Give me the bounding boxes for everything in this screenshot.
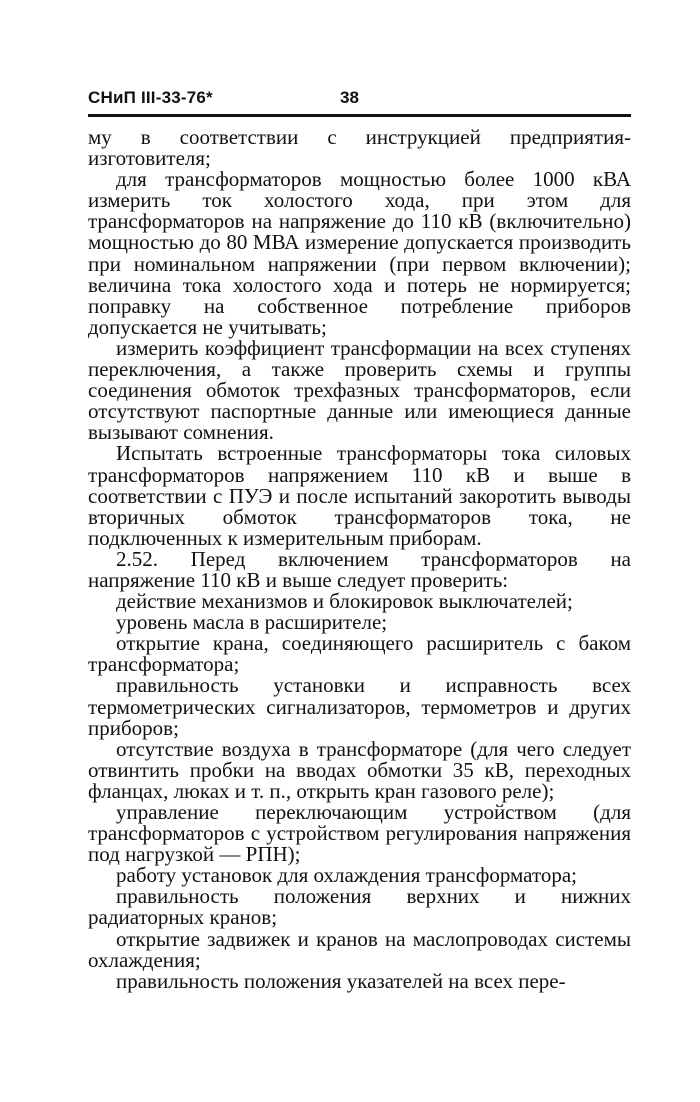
list-item: работу установок для охлаждения трансформатора;	[116, 863, 578, 888]
paragraph-built-in-ct-test: Испытать встроенные трансформаторы тока силовых трансформаторов напряжением 110 кВ и выше в соответствии с ПУЭ и после испытаний закоротить выводы вторичных обмоток трансформаторов тока, не подключенных к измерительным приборам.	[88, 441, 631, 550]
list-item: правильность положения верхних и нижних радиаторных кранов;	[88, 884, 631, 930]
list-item: действие механизмов и блокировок выключателей;	[116, 589, 573, 614]
list-item: правильность положения указателей на всех пере-	[116, 968, 566, 993]
body-text	[88, 127, 631, 992]
list-item: открытие крана, соединяющего расширитель с баком трансформатора;	[88, 631, 631, 677]
page-header	[88, 84, 631, 117]
list-item: правильность установки и исправность всех термометрических сигнализаторов, термометров и других приборов;	[88, 673, 631, 740]
list-item: управление переключающим устройством (для трансформаторов с устройством регулирования напряжения под нагрузкой — РПН);	[88, 800, 631, 867]
paragraph-continuation: му в соответствии с инструкцией предприятия-изготовителя;	[88, 125, 631, 171]
list-item: открытие задвижек и кранов на маслопроводах системы охлаждения;	[88, 926, 631, 972]
paragraph-transformation-ratio: измерить коэффициент трансформации на всех ступенях переключения, а также проверить схемы и группы соединения обмоток трехфазных трансформаторов, если отсутствуют паспортные данные или имеющиеся данные вызывают сомнения.	[88, 335, 631, 445]
paragraph-no-load-current: для трансформаторов мощностью более 1000 кВА измерить ток холостого хода, при этом для трансформаторов на напряжение до 110 кВ (включительно) мощностью до 80 МВА измерение допускается производить при номинальном напряжении (при первом включении); величина тока холостого хода и потерь не нормируется; поправку на собственное потребление приборов допускается не учитывать;	[88, 167, 631, 339]
paragraph-clause-2-52: 2.52. Перед включением трансформаторов на напряжение 110 кВ и выше следует проверить:	[88, 546, 631, 592]
document-code: СНиП III-33-76*	[88, 88, 213, 107]
list-item: уровень масла в расширителе;	[116, 610, 388, 635]
page-number: 38	[340, 88, 359, 107]
document-page	[88, 84, 631, 992]
list-item: отсутствие воздуха в трансформаторе (для чего следует отвинтить пробки на вводах обмотки 35 кВ, переходных фланцах, люках и т. п., открыть кран газового реле);	[88, 736, 631, 803]
